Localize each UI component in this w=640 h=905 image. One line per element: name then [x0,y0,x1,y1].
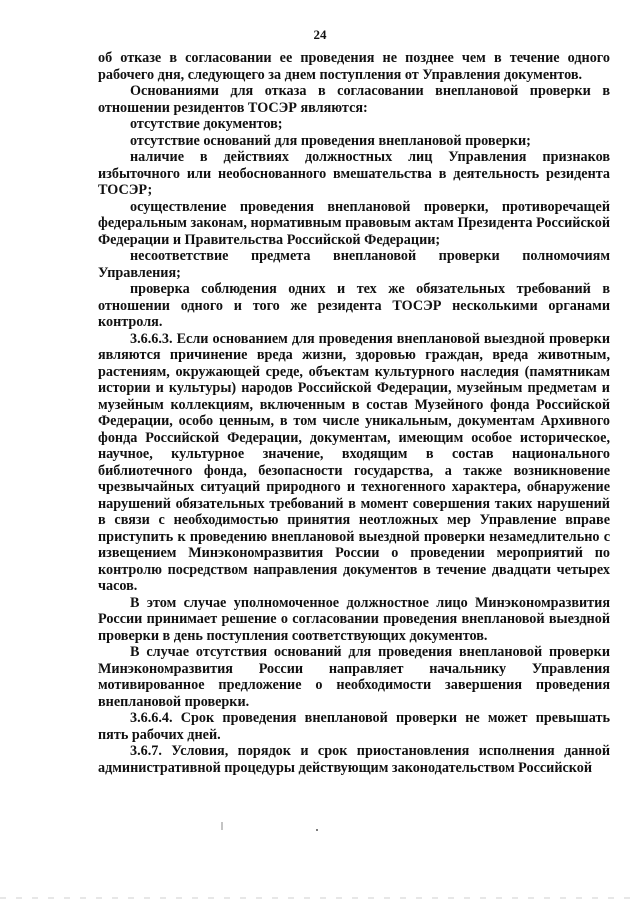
list-item: проверка соблюдения одних и тех же обязательных требований в отношении одного и того же резидента ТОСЭР несколькими органами контроля. [98,281,610,330]
paragraph: 3.6.6.4. Срок проведения внеплановой проверки не может превышать пять рабочих дней. [98,710,610,743]
list-item: осуществление проведения внеплановой проверки, противоречащей федеральным законам, нормативным правовым актам Президента Российской Федерации и Правительства Российской Федерации; [98,198,610,248]
page-number: 24 [313,27,327,42]
paragraph: 3.6.7. Условия, порядок и срок приостановления исполнения данной административной процедуры действующим законодательством Российской [98,743,610,776]
list-item: отсутствие документов; [130,116,283,132]
document-body [98,50,610,776]
paragraph: 3.6.6.3. Если основанием для проведения внеплановой выездной проверки являются причинение вреда жизни, здоровью граждан, вреда животным, растениям, окружающей среде, объектам культурного наследия (памятникам истории и культуры) народов Российской Федерации, музейным предметам и музейным коллекциям, включенным в состав Музейного фонда Российской Федерации, особо ценным, в том числе уникальным, документам Архивного фонда Российской Федерации, документам, имеющим особое историческое, научное, культурное значение, входящим в состав национального библиотечного фонда, безопасности государства, а также возникновение чрезвычайных ситуаций природного и техногенного характера, обнаружение нарушений обязательных требований в момент совершения таких нарушений в связи с необходимостью принятия неотложных мер Управление вправе приступить к проведению внеплановой выездной проверки незамедлительно с извещением Минэкономразвития России о проведении мероприятий по контролю посредством направления документов в течение двадцати четырех часов. [98,330,610,594]
paragraph: В этом случае уполномоченное должностное лицо Минэкономразвития России принимает решение о согласовании проведения внеплановой выездной проверки в день поступления соответствующих документов. [98,594,610,644]
paragraph: Основаниями для отказа в согласовании внеплановой проверки в отношении резидентов ТОСЭР являются: [98,83,610,116]
list-item: несоответствие предмета внеплановой проверки полномочиям Управления; [98,248,610,281]
scan-dot [316,829,318,831]
list-item: отсутствие оснований для проведения внеплановой проверки; [130,132,531,149]
paragraph: В случае отсутствия оснований для проведения внеплановой проверки Минэкономразвития России направляет начальнику Управления мотивированное предложение о необходимости завершения проведения внеплановой проверки. [98,644,610,710]
paragraph: об отказе в согласовании ее проведения не позднее чем в течение одного рабочего дня, следующего за днем поступления от Управления документов. [98,50,610,83]
list-item: наличие в действиях должностных лиц Управления признаков избыточного или необоснованного вмешательства в деятельность резидента ТОСЭР; [98,149,610,198]
